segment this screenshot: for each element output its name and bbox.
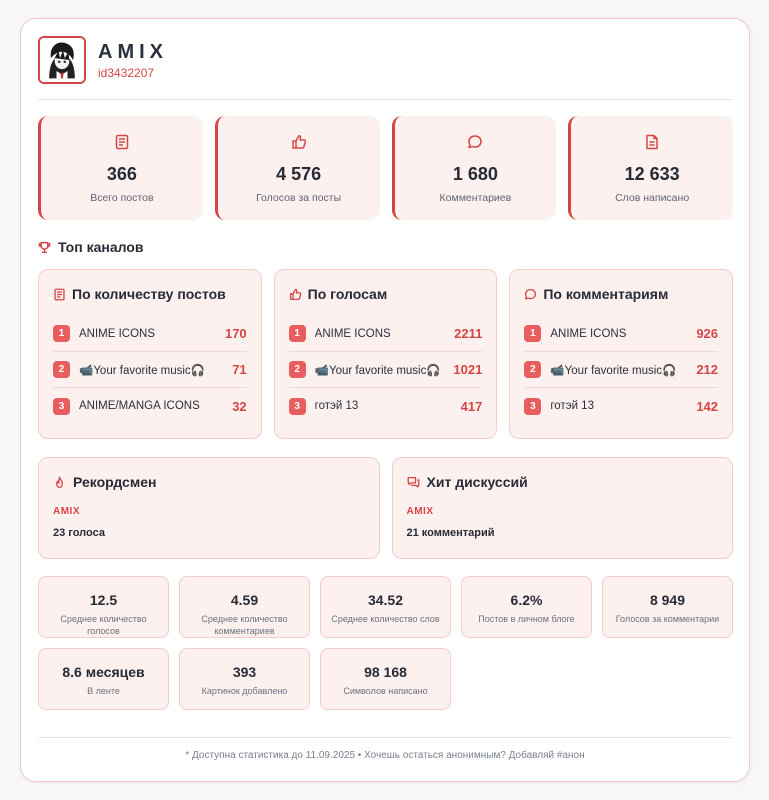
highlight-title: Рекордсмен	[73, 474, 157, 490]
chat-bubbles-icon	[407, 476, 420, 489]
channel-name: ANIME ICONS	[314, 327, 391, 340]
channel-name: 📹Your favorite music🎧	[550, 364, 677, 377]
top-title: По комментариям	[543, 286, 669, 302]
channel-count: 71	[232, 362, 247, 377]
stat-value: 4 576	[276, 164, 322, 184]
file-text-icon	[644, 134, 660, 150]
discussion-hit-card	[392, 457, 734, 559]
rank-badge: 1	[524, 325, 541, 342]
top-channels-title: Топ каналов	[58, 239, 144, 255]
metric-label: Постов в личном блоге	[478, 614, 575, 624]
footer-divider	[38, 737, 732, 738]
metric-value: 8 949	[649, 592, 686, 608]
channel-name: ANIME ICONS	[79, 327, 156, 340]
rank-badge: 3	[524, 398, 541, 415]
metric-label: Картинок добавлено	[201, 686, 288, 696]
stat-value: 1 680	[452, 164, 498, 184]
metric-comment-votes	[602, 576, 733, 638]
metric-symbols	[320, 648, 451, 710]
metric-value: 8.6 месяцев	[62, 664, 145, 680]
rank-badge: 2	[289, 361, 306, 378]
stat-value: 12 633	[624, 164, 680, 184]
metric-avg-comments	[179, 576, 310, 638]
highlight-title: Хит дискуссий	[426, 474, 528, 490]
metric-label: В ленте	[87, 686, 120, 696]
metric-avg-votes	[38, 576, 169, 638]
document-list-icon	[114, 134, 130, 150]
document-list-icon	[53, 288, 66, 301]
rank-badge: 1	[289, 325, 306, 342]
channel-count: 32	[232, 398, 247, 414]
metric-personal-blog	[461, 576, 592, 638]
summary-stats	[38, 116, 733, 220]
metric-value: 393	[232, 664, 257, 680]
metric-label: Среднее количество голосов	[60, 614, 147, 636]
channel-name: 📹Your favorite music🎧	[79, 364, 206, 377]
comment-bubble-icon	[524, 288, 537, 301]
metric-value: 98 168	[364, 664, 407, 680]
top-title: По голосам	[307, 286, 388, 302]
top-channels	[38, 269, 733, 439]
stat-votes	[215, 116, 380, 220]
rank-badge: 1	[53, 325, 70, 342]
metric-label: Среднее количество слов	[331, 614, 440, 624]
stat-label: Слов написано	[615, 192, 690, 204]
metric-value: 12.5	[89, 592, 118, 608]
stat-label: Всего постов	[90, 192, 154, 204]
channel-name: готэй 13	[550, 400, 594, 412]
channel-count: 926	[696, 326, 719, 341]
metric-value: 4.59	[230, 592, 259, 608]
metric-value: 34.52	[367, 592, 404, 608]
footer-note: * Доступна статистика до 11.09.2025 • Хочешь остаться анонимным? Добавляй #анон	[185, 750, 585, 761]
trophy-icon	[38, 241, 51, 254]
profile-id[interactable]: id3432207	[98, 66, 155, 80]
metrics-grid	[38, 576, 733, 710]
profile-header	[38, 36, 732, 100]
metric-value: 6.2%	[510, 592, 543, 608]
channel-count: 2211	[454, 326, 483, 341]
stat-value: 366	[106, 164, 137, 184]
metric-label: Символов написано	[343, 686, 428, 696]
rank-badge: 2	[524, 361, 541, 378]
avatar-image	[40, 38, 84, 82]
stat-label: Голосов за посты	[256, 192, 342, 204]
channel-row[interactable]	[53, 352, 247, 388]
channel-row[interactable]	[53, 316, 247, 352]
stat-words	[568, 116, 733, 220]
channel-count: 212	[696, 362, 719, 377]
channel-row[interactable]	[289, 388, 483, 424]
highlight-author[interactable]: AMIX	[53, 506, 80, 517]
metric-label: Голосов за комментарии	[615, 614, 720, 624]
channel-count: 170	[224, 326, 247, 341]
highlights	[38, 457, 733, 559]
top-by-votes	[274, 269, 498, 439]
thumbs-up-icon	[291, 134, 307, 150]
metric-in-feed	[38, 648, 169, 710]
rank-badge: 3	[289, 398, 306, 415]
metric-images	[179, 648, 310, 710]
channel-name: готэй 13	[314, 400, 359, 412]
stat-posts	[38, 116, 203, 220]
top-by-comments	[509, 269, 733, 439]
stats-card	[20, 18, 750, 782]
highlight-value: 21 комментарий	[406, 527, 495, 539]
metric-avg-words	[320, 576, 451, 638]
channel-row[interactable]	[524, 352, 718, 388]
channel-row[interactable]	[524, 388, 718, 424]
flame-icon	[53, 476, 66, 489]
metric-label: Среднее количество комментариев	[201, 614, 288, 636]
top-title: По количеству постов	[72, 286, 226, 302]
channel-count: 142	[696, 398, 719, 414]
channel-name: 📹Your favorite music🎧	[314, 364, 441, 377]
rank-badge: 2	[53, 361, 70, 378]
thumbs-up-icon	[289, 288, 302, 301]
header-divider	[38, 99, 732, 100]
rank-badge: 3	[53, 398, 70, 415]
channel-row[interactable]	[289, 352, 483, 388]
channel-row[interactable]	[53, 388, 247, 424]
avatar[interactable]	[38, 36, 86, 84]
comment-bubble-icon	[467, 134, 483, 150]
channel-count: 417	[460, 398, 483, 414]
top-channels-heading	[38, 239, 143, 255]
channel-name: ANIME ICONS	[550, 327, 627, 340]
highlight-author[interactable]: AMIX	[406, 506, 434, 517]
top-by-posts	[38, 269, 262, 439]
highlight-value: 23 голоса	[53, 527, 105, 539]
channel-count: 1021	[453, 362, 483, 377]
record-holder-card	[38, 457, 380, 559]
channel-name: ANIME/MANGA ICONS	[79, 400, 200, 412]
stat-label: Комментариев	[439, 192, 512, 204]
channel-row[interactable]	[524, 316, 718, 352]
profile-name: AMIX	[98, 41, 168, 63]
stat-comments	[392, 116, 557, 220]
channel-row[interactable]	[289, 316, 483, 352]
